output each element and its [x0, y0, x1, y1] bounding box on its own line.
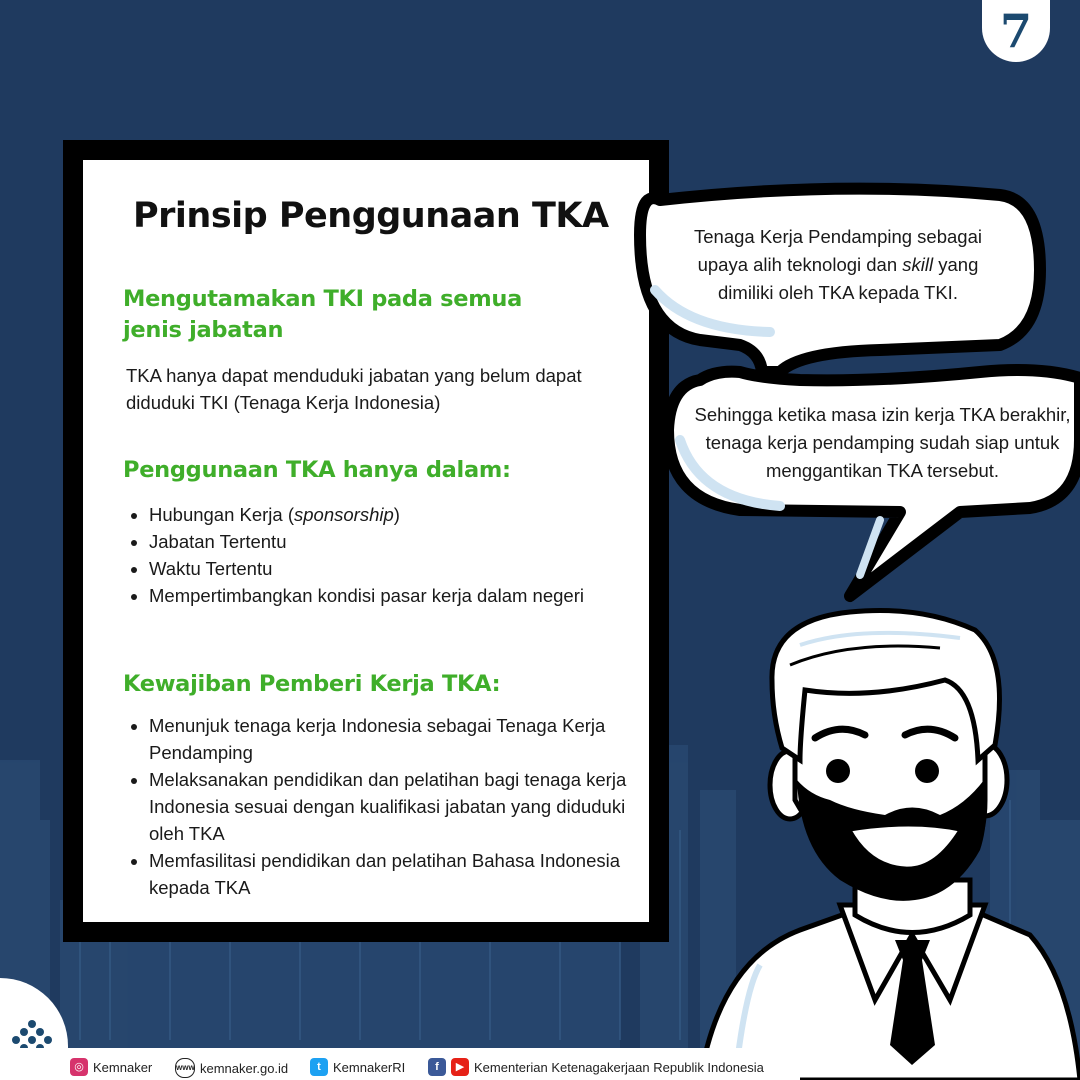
instagram-link[interactable]: ◎ Kemnaker	[70, 1058, 152, 1076]
card-title: Prinsip Penggunaan TKA	[133, 196, 609, 236]
website-link[interactable]: www kemnaker.go.id	[175, 1058, 288, 1078]
twitter-link[interactable]: t KemnakerRI	[310, 1058, 405, 1076]
list-item: • Mempertimbangkan kondisi pasar kerja dalam negeri	[149, 582, 619, 609]
section-heading-usage: Penggunaan TKA hanya dalam:	[123, 457, 511, 483]
page-number-badge: 7	[982, 0, 1050, 62]
section-heading-prioritize-tki: Mengutamakan TKI pada semua jenis jabatan	[123, 286, 522, 343]
globe-icon: www	[175, 1058, 195, 1078]
section-heading-employer-obligations: Kewajiban Pemberi Kerja TKA:	[123, 671, 501, 697]
facebook-youtube-link[interactable]: f ▶ Kementerian Ketenagakerjaan Republik Indonesia	[428, 1058, 764, 1076]
facebook-icon: f	[428, 1058, 446, 1076]
instagram-icon: ◎	[70, 1058, 88, 1076]
speech-bubble-top-text: Tenaga Kerja Pendamping sebagai upaya alih teknologi dan skill yang dimiliki oleh TKA kepada TKI.	[694, 226, 982, 303]
youtube-icon: ▶	[451, 1058, 469, 1076]
list-item: • Memfasilitasi pendidikan dan pelatihan Bahasa Indonesia kepada TKA	[149, 847, 629, 901]
list-item: • Melaksanakan pendidikan dan pelatihan bagi tenaga kerja Indonesia sesuai dengan kualifikasi jabatan yang diduduki oleh TKA	[149, 766, 629, 847]
section-body-prioritize-tki: TKA hanya dapat menduduki jabatan yang belum dapat diduduki TKI (Tenaga Kerja Indonesia)	[126, 365, 582, 413]
list-item: • Waktu Tertentu	[149, 555, 619, 582]
social-footer	[0, 1048, 800, 1080]
speech-bubble-bottom-text: Sehingga ketika masa izin kerja TKA berakhir, tenaga kerja pendamping sudah siap untuk menggantikan TKA tersebut.	[694, 404, 1071, 481]
list-item: • Menunjuk tenaga kerja Indonesia sebagai Tenaga Kerja Pendamping	[149, 712, 629, 766]
list-item: • Hubungan Kerja (sponsorship)	[149, 501, 619, 528]
twitter-icon: t	[310, 1058, 328, 1076]
list-item: • Jabatan Tertentu	[149, 528, 619, 555]
